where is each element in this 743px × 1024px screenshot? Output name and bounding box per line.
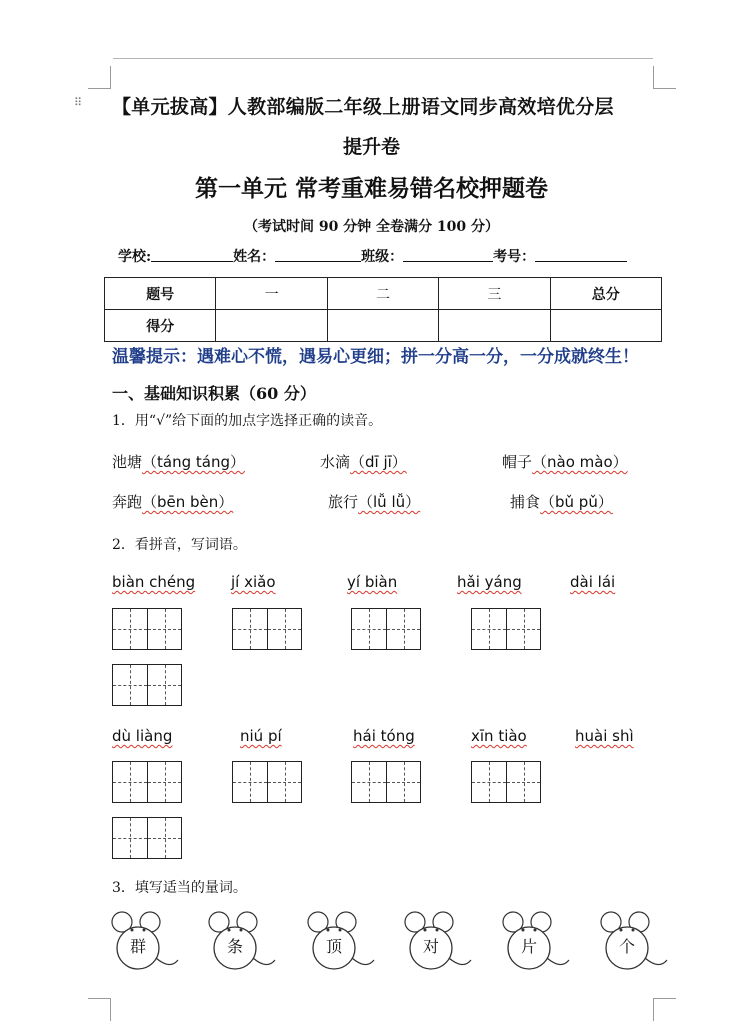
mouse-word-card bbox=[499, 908, 571, 976]
reading-word: 奔跑 bbox=[112, 493, 143, 511]
student-info-row bbox=[118, 246, 658, 266]
writing-box[interactable] bbox=[232, 608, 302, 650]
doc-title-line2: 提升卷 bbox=[342, 136, 400, 158]
reading-item bbox=[328, 491, 420, 512]
school-field[interactable] bbox=[151, 246, 233, 262]
score-table-header bbox=[105, 278, 662, 310]
pinyin-text: hái tóng bbox=[353, 727, 415, 745]
header-line bbox=[113, 58, 653, 59]
class-field[interactable] bbox=[403, 246, 493, 262]
score-row-label: 得分 bbox=[105, 310, 216, 342]
score-cell[interactable] bbox=[550, 310, 661, 342]
reading-options[interactable]: （bǔ pǔ） bbox=[540, 493, 613, 511]
pinyin-text: dài lái bbox=[570, 573, 616, 591]
doc-title-line1: 【单元拔高】人教部编版二年级上册语文同步高效培优分层 bbox=[112, 96, 614, 118]
score-header-cell: 三 bbox=[439, 278, 550, 310]
reading-item bbox=[320, 451, 407, 472]
writing-box[interactable] bbox=[471, 608, 541, 650]
mouse-word-card bbox=[401, 908, 473, 976]
exam-info: （考试时间 90 分钟 全卷满分 100 分） bbox=[243, 219, 500, 235]
reading-item bbox=[112, 491, 233, 512]
pinyin-text: biàn chéng bbox=[112, 573, 196, 591]
section-title: 一、基础知识积累（60 分） bbox=[112, 384, 316, 403]
name-label: 姓名： bbox=[233, 249, 276, 265]
exam-no-field[interactable] bbox=[535, 246, 627, 262]
mouse-word-card bbox=[205, 908, 277, 976]
question-3-prompt: 3．填写适当的量词。 bbox=[112, 880, 247, 896]
measure-word-target: 顶 bbox=[325, 937, 342, 956]
doc-main-title: 第一单元 常考重难易错名校押题卷 bbox=[194, 175, 548, 202]
pinyin-text: dù liàng bbox=[112, 727, 173, 745]
pinyin-label bbox=[457, 573, 522, 591]
reading-options[interactable]: （dī jī） bbox=[350, 453, 407, 471]
measure-word-target: 对 bbox=[422, 937, 439, 956]
drag-handle-icon[interactable]: ⠿ bbox=[74, 96, 83, 109]
pinyin-label bbox=[231, 573, 276, 591]
reading-word: 旅行 bbox=[328, 493, 359, 511]
writing-box[interactable] bbox=[471, 761, 541, 803]
score-cell[interactable] bbox=[327, 310, 438, 342]
exam-no-label: 考号： bbox=[493, 249, 536, 265]
writing-box[interactable] bbox=[112, 608, 182, 650]
score-table-row bbox=[105, 310, 662, 342]
mouse-word-card bbox=[304, 908, 376, 976]
writing-box[interactable] bbox=[112, 664, 182, 706]
pinyin-text: yí biàn bbox=[347, 573, 398, 591]
score-cell[interactable] bbox=[439, 310, 550, 342]
reading-options[interactable]: （bēn bèn） bbox=[142, 493, 234, 511]
warm-tip: 温馨提示：遇难心不慌，遇易心更细；拼一分高一分，一分成就终生！ bbox=[112, 347, 639, 367]
pinyin-label bbox=[575, 727, 634, 745]
name-field[interactable] bbox=[275, 246, 361, 262]
score-header-cell: 二 bbox=[327, 278, 438, 310]
pinyin-label bbox=[347, 573, 397, 591]
score-header-cell: 一 bbox=[216, 278, 327, 310]
question-2-prompt: 2．看拼音，写词语。 bbox=[112, 537, 247, 553]
score-table bbox=[104, 277, 662, 342]
writing-box[interactable] bbox=[351, 608, 421, 650]
reading-word: 池塘 bbox=[112, 453, 143, 471]
pinyin-text: jí xiǎo bbox=[231, 573, 276, 591]
pinyin-label bbox=[570, 573, 615, 591]
measure-word-target: 群 bbox=[129, 937, 146, 956]
score-cell[interactable] bbox=[216, 310, 327, 342]
reading-item bbox=[502, 451, 628, 472]
class-label: 班级： bbox=[361, 249, 404, 265]
reading-options[interactable]: （nào mào） bbox=[532, 453, 628, 471]
writing-box[interactable] bbox=[112, 761, 182, 803]
pinyin-label bbox=[353, 727, 415, 745]
reading-item bbox=[510, 491, 613, 512]
question-1-prompt: 1．用“√”给下面的加点字选择正确的读音。 bbox=[112, 413, 383, 429]
margin-corner-br bbox=[653, 998, 676, 1021]
margin-corner-bl bbox=[88, 998, 111, 1021]
pinyin-label bbox=[112, 727, 172, 745]
reading-options[interactable]: （lǚ lǚ） bbox=[358, 493, 421, 511]
school-label: 学校: bbox=[118, 249, 152, 265]
reading-options[interactable]: （táng táng） bbox=[142, 453, 245, 471]
pinyin-label bbox=[471, 727, 527, 745]
mouse-word-card bbox=[108, 908, 180, 976]
reading-word: 水滴 bbox=[320, 453, 351, 471]
margin-corner-tr bbox=[653, 66, 676, 89]
margin-corner-tl bbox=[88, 66, 111, 89]
pinyin-text: niú pí bbox=[240, 727, 282, 745]
measure-word-target: 条 bbox=[226, 937, 243, 956]
reading-word: 捕食 bbox=[510, 493, 541, 511]
writing-box[interactable] bbox=[112, 817, 182, 859]
score-header-cell: 总分 bbox=[550, 278, 661, 310]
pinyin-label bbox=[240, 727, 282, 745]
reading-item bbox=[112, 451, 245, 472]
mouse-word-card bbox=[597, 908, 669, 976]
measure-word-target: 个 bbox=[618, 937, 635, 956]
writing-box[interactable] bbox=[351, 761, 421, 803]
measure-word-target: 片 bbox=[520, 937, 537, 956]
pinyin-label bbox=[112, 573, 195, 591]
reading-word: 帽子 bbox=[502, 453, 533, 471]
pinyin-text: xīn tiào bbox=[471, 727, 527, 745]
score-header-cell: 题号 bbox=[105, 278, 216, 310]
writing-box[interactable] bbox=[232, 761, 302, 803]
pinyin-text: hǎi yáng bbox=[457, 573, 522, 591]
pinyin-text: huài shì bbox=[575, 727, 634, 745]
